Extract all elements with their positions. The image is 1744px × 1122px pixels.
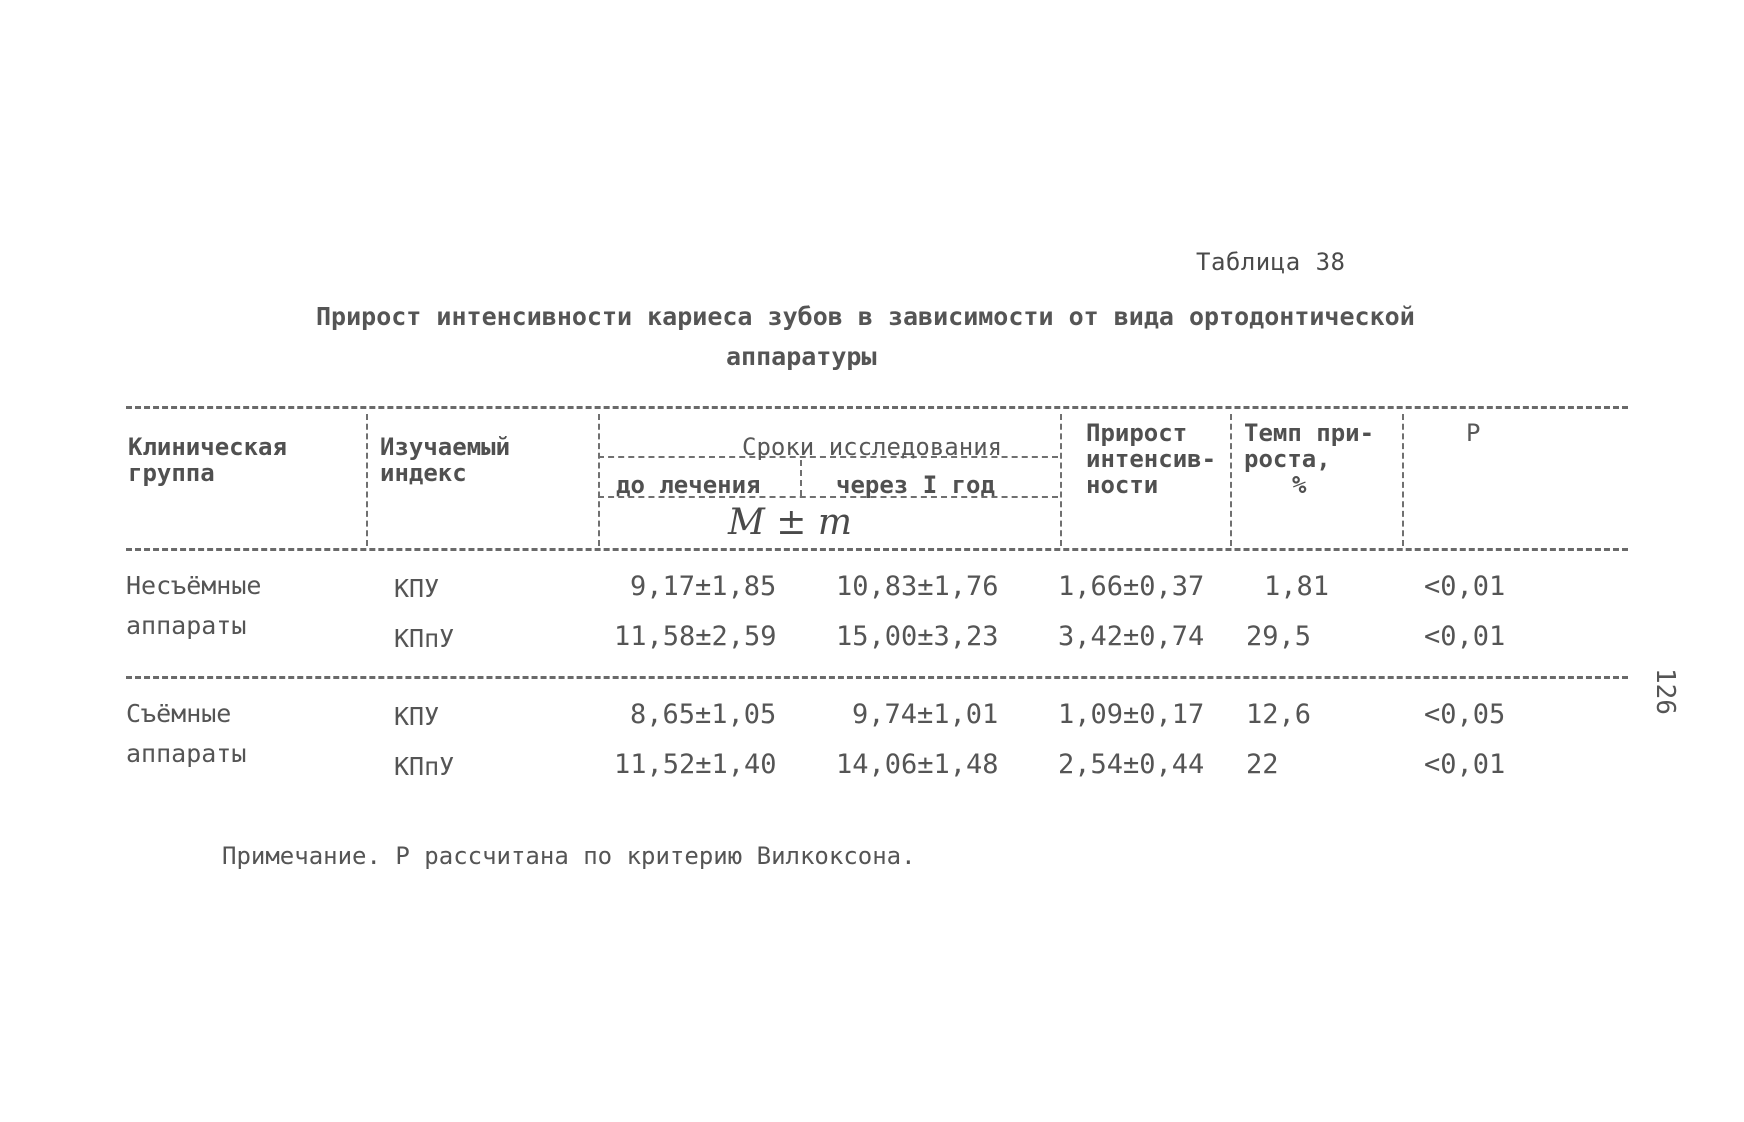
- group-2-name-line-2: аппараты: [126, 739, 247, 768]
- group-1-name: [126, 566, 261, 646]
- group-separator-rule: [126, 676, 1628, 679]
- header-increase: [1086, 420, 1216, 498]
- table-row-4-increase: 2,54±0,44: [1058, 749, 1205, 780]
- header-increase-line-1: Прирост: [1086, 419, 1188, 447]
- header-after: через I год: [836, 471, 995, 499]
- table-row-1-p: <0,01: [1424, 571, 1506, 602]
- col-divider-4: [1230, 414, 1232, 546]
- table-row-2-index: КПпУ: [394, 624, 455, 653]
- header-rate-line-3: %: [1292, 471, 1307, 499]
- table-row-4-p: <0,01: [1424, 749, 1506, 780]
- table-row-4-before: 11,52±1,40: [614, 749, 777, 780]
- table-title-line-2: аппаратуры: [726, 342, 877, 371]
- header-group: [128, 434, 287, 486]
- header-increase-line-3: ности: [1086, 471, 1159, 499]
- header-mean-error: M ± m: [728, 502, 853, 543]
- col-divider-2: [598, 414, 600, 546]
- table-label: Таблица 38: [1196, 248, 1346, 276]
- table-row-2-p: <0,01: [1424, 621, 1506, 652]
- page-number: 126: [1650, 668, 1680, 715]
- table-row-2-rate: 29,5: [1246, 621, 1312, 652]
- table-row-1-before: 9,17±1,85: [630, 571, 777, 602]
- table-row-3-increase: 1,09±0,17: [1058, 699, 1205, 730]
- table-row-2-before: 11,58±2,59: [614, 621, 777, 652]
- table-top-rule: [126, 406, 1628, 409]
- group-1-name-line-2: аппараты: [126, 611, 247, 640]
- col-divider-1: [366, 414, 368, 546]
- table-row-3-p: <0,05: [1424, 699, 1506, 730]
- header-group-line-2: группа: [128, 459, 215, 487]
- group-2-name-line-1: Съёмные: [126, 699, 232, 728]
- header-rate-line-2: роста,: [1244, 445, 1331, 473]
- group-2-name: [126, 694, 246, 774]
- table-row-2-increase: 3,42±0,74: [1058, 621, 1205, 652]
- col-divider-sub: [800, 460, 802, 496]
- header-index: [380, 434, 510, 486]
- header-increase-line-2: интенсив-: [1086, 445, 1217, 473]
- header-before: до лечения: [616, 471, 761, 499]
- table-row-4-index: КПпУ: [394, 752, 455, 781]
- header-p: Р: [1466, 419, 1481, 447]
- header-index-line-1: Изучаемый: [380, 433, 511, 461]
- header-index-line-2: индекс: [380, 459, 467, 487]
- header-periods: Сроки исследования: [742, 433, 1003, 461]
- table-row-3-rate: 12,6: [1246, 699, 1312, 730]
- table-row-2-after: 15,00±3,23: [836, 621, 999, 652]
- table-note: Примечание. Р рассчитана по критерию Вилкоксона.: [222, 842, 916, 870]
- table-row-4-rate: 22: [1246, 749, 1279, 780]
- table-row-3-index: КПУ: [394, 702, 440, 731]
- table-row-3-before: 8,65±1,05: [630, 699, 777, 730]
- header-rate-line-1: Темп при-: [1244, 419, 1375, 447]
- table-row-1-index: КПУ: [394, 574, 440, 603]
- header-rate: [1244, 420, 1374, 498]
- table-title-line-1: Прирост интенсивности кариеса зубов в зависимости от вида ортодонтической: [316, 302, 1415, 331]
- table-row-3-after: 9,74±1,01: [852, 699, 999, 730]
- table-row-1-after: 10,83±1,76: [836, 571, 999, 602]
- col-divider-3: [1060, 414, 1062, 546]
- table-row-1-increase: 1,66±0,37: [1058, 571, 1205, 602]
- group-1-name-line-1: Несъёмные: [126, 571, 262, 600]
- col-divider-5: [1402, 414, 1404, 546]
- table-row-4-after: 14,06±1,48: [836, 749, 999, 780]
- header-group-line-1: Клиническая: [128, 433, 287, 461]
- header-bottom-rule: [126, 548, 1628, 551]
- table-row-1-rate: 1,81: [1264, 571, 1330, 602]
